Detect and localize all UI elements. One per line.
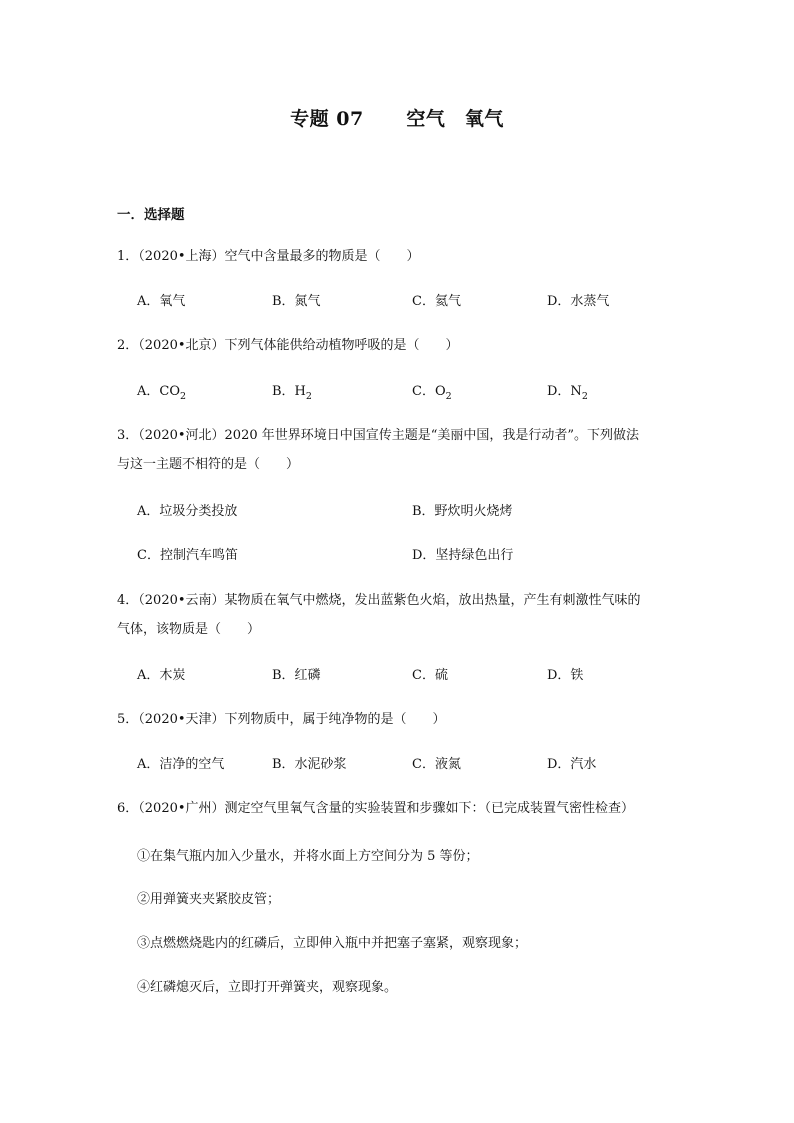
option-c: C．$O_2$ [412, 384, 452, 402]
question-2-stem: 2．（2020•北京）下列气体能供给动植物呼吸的是（ ） [117, 338, 459, 353]
option-a: A．$CO_2$ [137, 384, 187, 402]
option-d: D．铁 [547, 668, 584, 683]
option-a: A．垃圾分类投放 [137, 504, 238, 519]
option-c: C．硫 [412, 668, 448, 683]
question-4-options [137, 664, 677, 684]
title-main: 专题 07 [290, 108, 364, 130]
question-4-stem-line-2: 气体，该物质是（ ） [117, 622, 261, 637]
question-3-stem-line-1: 3．（2020•河北）2020 年世界环境日中国宣传主题是“美丽中国，我是行动者”。下列做法 [117, 428, 640, 443]
option-d: D．$N_2$ [547, 384, 588, 402]
option-c: C．氦气 [412, 294, 461, 309]
question-5-options [137, 753, 677, 773]
option-a: A．木炭 [137, 668, 186, 683]
option-b: B．水泥砂浆 [272, 757, 347, 772]
question-5-stem: 5．（2020•天津）下列物质中，属于纯净物的是（ ） [117, 712, 446, 727]
section-heading: 一．选择题 [117, 207, 185, 223]
option-d: D．坚持绿色出行 [412, 548, 514, 563]
question-3-options-row-2 [137, 544, 677, 564]
option-a: A．洁净的空气 [137, 757, 225, 772]
question-1-stem: 1．（2020•上海）空气中含量最多的物质是（ ） [117, 249, 420, 264]
question-4-stem-line-1: 4．（2020•云南）某物质在氧气中燃烧，发出蓝紫色火焰，放出热量，产生有刺激性气味的 [117, 593, 641, 608]
question-6-step-2: ②用弹簧夹夹紧胶皮管； [137, 892, 281, 907]
question-3-options-row-1 [137, 500, 677, 520]
question-6-step-4: ④红磷熄灭后，立即打开弹簧夹，观察现象。 [137, 980, 398, 995]
option-c: C．控制汽车鸣笛 [137, 548, 238, 563]
document-title [0, 104, 794, 131]
question-1-options [137, 290, 677, 310]
question-3-stem-line-2: 与这一主题不相符的是（ ） [117, 457, 300, 472]
question-2-options [137, 380, 677, 400]
option-b: B．$H_2$ [272, 384, 312, 402]
question-6-step-1: ①在集气瓶内加入少量水，并将水面上方空间分为 5 等份； [137, 849, 479, 864]
question-6-step-3: ③点燃燃烧匙内的红磷后，立即伸入瓶中并把塞子塞紧，观察现象； [137, 936, 528, 951]
option-d: D．汽水 [547, 757, 597, 772]
option-b: B．氮气 [272, 294, 321, 309]
option-d: D．水蒸气 [547, 294, 610, 309]
question-6-stem: 6．（2020•广州）测定空气里氧气含量的实验装置和步骤如下：（已完成装置气密性检查） [117, 801, 635, 816]
option-a: A．氧气 [137, 294, 186, 309]
title-topic: 空气 氧气 [406, 108, 504, 130]
option-b: B．红磷 [272, 668, 321, 683]
option-c: C．液氮 [412, 757, 461, 772]
option-b: B．野炊明火烧烤 [412, 504, 513, 519]
